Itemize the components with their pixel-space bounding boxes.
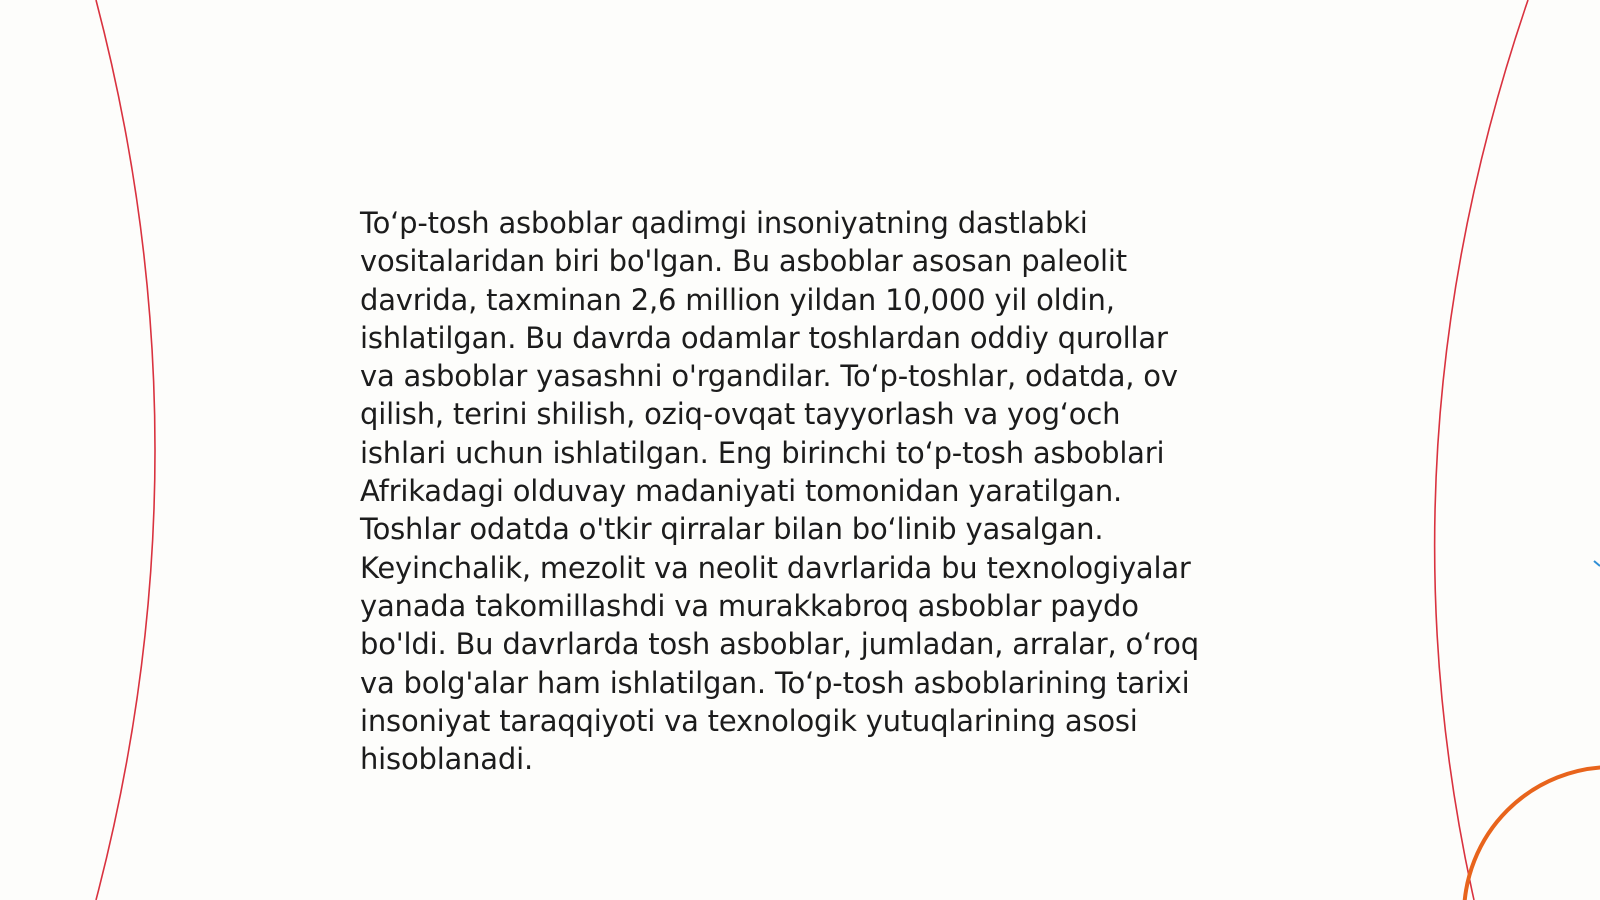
blue-accent-mark [1594, 561, 1600, 566]
orange-arc [1464, 767, 1600, 900]
left-curve-line [96, 0, 155, 900]
right-curve-line [1435, 0, 1528, 900]
body-paragraph: To‘p-tosh asboblar qadimgi insoniyatning dastlabki vositalaridan biri bo'lgan. Bu asboblar asosan paleolit davrida, taxminan 2,6 million yildan 10,000 yil oldin, ishlatilgan. Bu davrda odamlar toshlardan oddiy qurollar va asboblar yasashni o'rgandilar. To‘p-toshlar, odatda, ov qilish, terini shilish, oziq-ovqat tayyorlash va yog‘och ishlari uchun ishlatilgan. Eng birinchi to‘p-tosh asboblari Afrikadagi olduvay madaniyati tomonidan yaratilgan. Toshlar odatda o'tkir qirralar bilan bo‘linib yasalgan. Keyinchalik, mezolit va neolit davrlarida bu texnologiyalar yanada takomillashdi va murakkabroq asboblar paydo bo'ldi. Bu davrlarda tosh asboblar, jumladan, arralar, o‘roq va bolg'alar ham ishlatilgan. To‘p-tosh asboblarining tarixi insoniyat taraqqiyoti va texnologik yutuqlarining asosi hisoblanadi. [360, 206, 1199, 777]
